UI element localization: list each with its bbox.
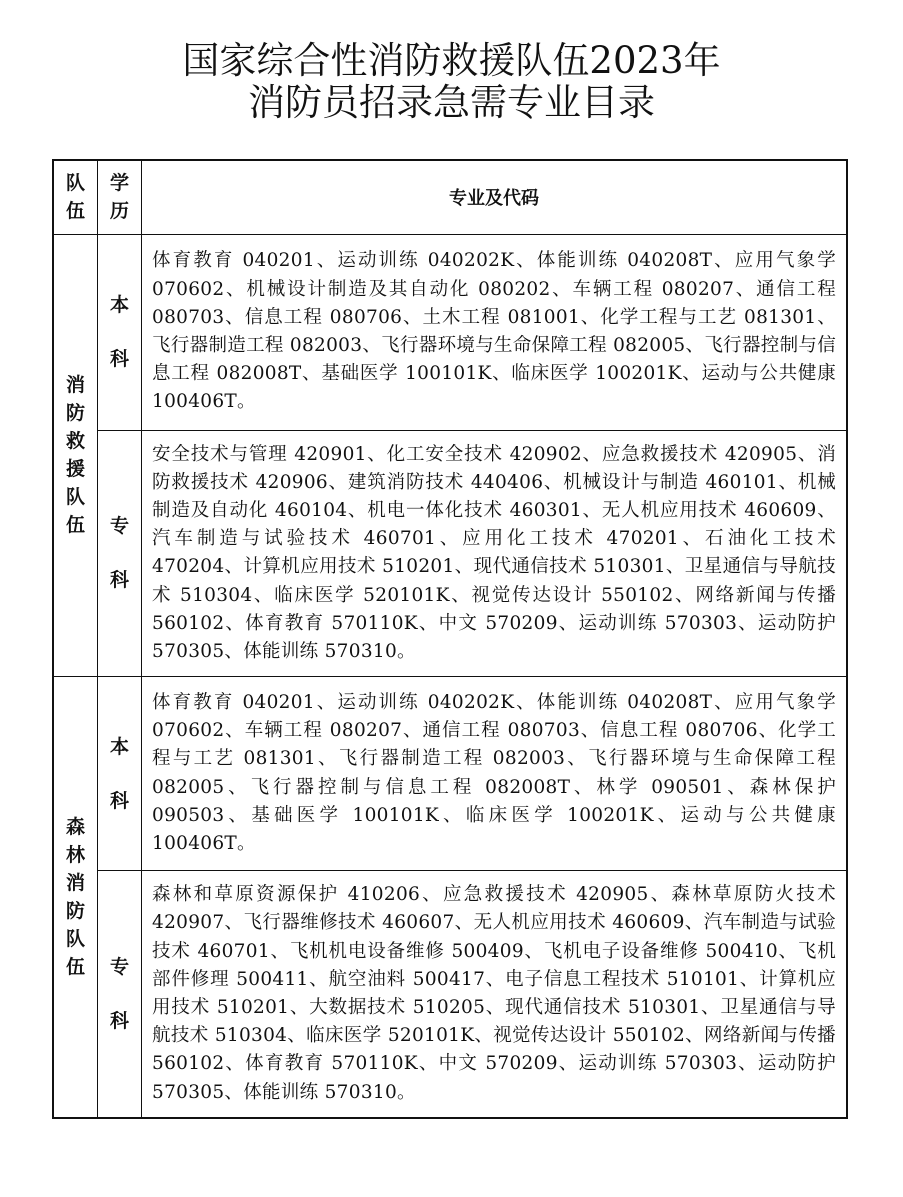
document-title-line-1: 国家综合性消防救援队伍2023年 bbox=[182, 39, 721, 82]
education-char: 科 bbox=[109, 348, 129, 370]
education-char: 专 bbox=[109, 515, 129, 538]
team-char: 援 bbox=[65, 458, 85, 481]
table-row bbox=[53, 871, 847, 1118]
team-char: 林 bbox=[65, 843, 85, 866]
table-header-row bbox=[53, 160, 847, 234]
education-char: 科 bbox=[109, 1009, 129, 1032]
team-cell-fire-rescue bbox=[53, 234, 98, 677]
education-cell bbox=[98, 871, 142, 1118]
education-cell bbox=[98, 430, 142, 677]
education-char: 专 bbox=[109, 955, 129, 978]
education-char: 本 bbox=[109, 294, 129, 316]
header-majors: 专业及代码 bbox=[142, 160, 848, 234]
header-education bbox=[98, 160, 142, 234]
team-char: 森 bbox=[65, 815, 85, 838]
team-char: 消 bbox=[65, 374, 85, 397]
team-char: 防 bbox=[65, 899, 85, 922]
team-char: 队 bbox=[65, 486, 85, 509]
education-char: 科 bbox=[109, 569, 129, 592]
document-title-line-2: 消防员招录急需专业目录 bbox=[248, 81, 655, 124]
team-char: 救 bbox=[65, 430, 85, 453]
table-row bbox=[53, 677, 847, 871]
team-cell-forest-fire bbox=[53, 677, 98, 1118]
header-char: 队 bbox=[65, 172, 85, 195]
header-char: 伍 bbox=[65, 200, 85, 223]
team-char: 消 bbox=[65, 871, 85, 894]
team-char: 伍 bbox=[65, 955, 85, 978]
majors-cell: 森林和草原资源保护 410206、应急救援技术 420905、森林草原防火技术 420907、飞行器维修技术 460607、无人机应用技术 460609、汽车制造与试验技术 460701、飞机机电设备维修 500409、飞机电子设备维修 500410、飞机部件修理 500411、航空油料 500417、电子信息工程技术 510101、计算机应用技术 510201、大数据技术 510205、现代通信技术 510301、卫星通信与导航技术 510304、临床医学 520101K、视觉传达设计 550102、网络新闻与传播 560102、体育教育 570110K、中文 570209、运动训练 570303、运动防护 570305、体能训练 570310。 bbox=[142, 871, 848, 1118]
education-char: 科 bbox=[109, 789, 129, 812]
header-team bbox=[53, 160, 98, 234]
header-char: 学 bbox=[109, 172, 129, 195]
majors-table bbox=[52, 159, 848, 1119]
education-cell bbox=[98, 677, 142, 871]
majors-cell: 体育教育 040201、运动训练 040202K、体能训练 040208T、应用气象学 070602、车辆工程 080207、通信工程 080703、信息工程 080706、化学工程与工艺 081301、飞行器制造工程 082003、飞行器环境与生命保障工程 082005、飞行器控制与信息工程 082008T、林学 090501、森林保护 090503、基础医学 100101K、临床医学 100201K、运动与公共健康 100406T。 bbox=[142, 677, 848, 871]
education-char: 本 bbox=[109, 735, 129, 758]
table-row bbox=[53, 234, 847, 430]
team-char: 队 bbox=[65, 927, 85, 950]
team-char: 防 bbox=[65, 402, 85, 425]
table-row bbox=[53, 430, 847, 677]
header-char: 历 bbox=[109, 200, 129, 223]
majors-cell: 安全技术与管理 420901、化工安全技术 420902、应急救援技术 420905、消防救援技术 420906、建筑消防技术 440406、机械设计与制造 460101、机械制造及自动化 460104、机电一体化技术 460301、无人机应用技术 460609、汽车制造与试验技术 460701、应用化工技术 470201、石油化工技术 470204、计算机应用技术 510201、现代通信技术 510301、卫星通信与导航技术 510304、临床医学 520101K、视觉传达设计 550102、网络新闻与传播 560102、体育教育 570110K、中文 570209、运动训练 570303、运动防护 570305、体能训练 570310。 bbox=[142, 430, 848, 677]
team-char: 伍 bbox=[65, 514, 85, 537]
education-cell bbox=[98, 234, 142, 430]
majors-cell: 体育教育 040201、运动训练 040202K、体能训练 040208T、应用气象学 070602、机械设计制造及其自动化 080202、车辆工程 080207、通信工程 080703、信息工程 080706、土木工程 081001、化学工程与工艺 081301、飞行器制造工程 082003、飞行器环境与生命保障工程 082005、飞行器控制与信息工程 082008T、基础医学 100101K、临床医学 100201K、运动与公共健康 100406T。 bbox=[142, 234, 848, 430]
